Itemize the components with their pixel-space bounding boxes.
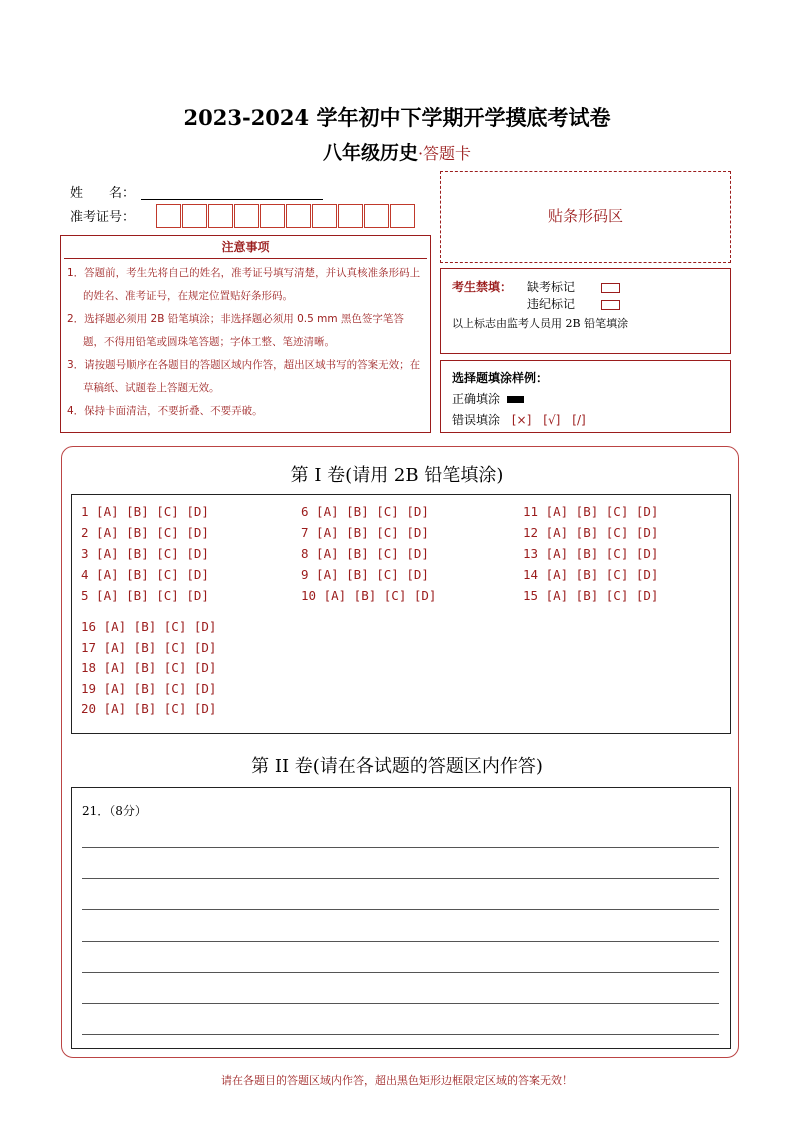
exam-id-label: 准考证号： bbox=[70, 210, 136, 225]
exam-id-digit-box[interactable] bbox=[312, 204, 337, 228]
exam-id-digit-box[interactable] bbox=[208, 204, 233, 228]
absent-mark-row bbox=[527, 278, 620, 295]
choice-question-11[interactable]: 11 [A] [B] [C] [D] bbox=[523, 504, 659, 519]
notice-title: 注意事项 bbox=[64, 236, 427, 259]
notice-panel bbox=[60, 235, 431, 433]
exam-id-boxes[interactable] bbox=[156, 204, 416, 228]
choice-question-12[interactable]: 12 [A] [B] [C] [D] bbox=[523, 525, 659, 540]
part1-title: 第 I 卷(请用 2B 铅笔填涂) bbox=[290, 465, 504, 486]
exam-id-digit-box[interactable] bbox=[364, 204, 389, 228]
notice-item: 4．保持卡面清洁，不要折叠、不要弄破。 bbox=[67, 405, 263, 417]
notice-item: 3．请按题号顺序在各题目的答题区域内作答，超出区域书写的答案无效；在草稿纸、试题卷上答题无效。 bbox=[67, 359, 421, 394]
wrong-sample-label: 错误填涂 bbox=[452, 413, 501, 427]
exam-id-digit-box[interactable] bbox=[234, 204, 259, 228]
exam-id-digit-box[interactable] bbox=[182, 204, 207, 228]
fill-sample-panel bbox=[440, 360, 731, 433]
choice-question-15[interactable]: 15 [A] [B] [C] [D] bbox=[523, 588, 659, 603]
filled-mark-icon bbox=[507, 396, 524, 403]
exam-id-digit-box[interactable] bbox=[260, 204, 285, 228]
correct-sample-row bbox=[452, 390, 524, 407]
choice-question-20[interactable]: 20 [A] [B] [C] [D] bbox=[81, 701, 217, 716]
choice-question-10[interactable]: 10 [A] [B] [C] [D] bbox=[301, 588, 437, 603]
choice-question-19[interactable]: 19 [A] [B] [C] [D] bbox=[81, 680, 217, 696]
choice-question-3[interactable]: 3 [A] [B] [C] [D] bbox=[81, 546, 209, 561]
multiple-choice-box bbox=[71, 494, 731, 734]
choice-question-17[interactable]: 17 [A] [B] [C] [D] bbox=[81, 639, 217, 655]
forbid-note: 以上标志由监考人员用 2B 铅笔填涂 bbox=[452, 317, 629, 330]
choice-question-9[interactable]: 9 [A] [B] [C] [D] bbox=[301, 567, 429, 582]
card-subtitle bbox=[0, 138, 794, 165]
exam-id-digit-box[interactable] bbox=[286, 204, 311, 228]
notice-item: 2．选择题必须用 2B 铅笔填涂；非选择题必须用 0.5 mm 黑色签字笔答题，不得用铅笔或圆珠笔答题；字体工整、笔迹清晰。 bbox=[67, 313, 404, 348]
forbid-label: 考生禁填： bbox=[452, 280, 513, 294]
subject-title: 八年级历史 bbox=[322, 142, 418, 164]
choice-question-18[interactable]: 18 [A] [B] [C] [D] bbox=[81, 660, 217, 675]
exam-id-digit-box[interactable] bbox=[156, 204, 181, 228]
question-21-label: 21．（8分） bbox=[82, 804, 147, 818]
choice-question-5[interactable]: 5 [A] [B] [C] [D] bbox=[81, 588, 209, 603]
choice-question-6[interactable]: 6 [A] [B] [C] [D] bbox=[301, 504, 429, 519]
exam-title: 2023-2024 学年初中下学期开学摸底考试卷 bbox=[183, 105, 611, 130]
choice-question-2[interactable]: 2 [A] [B] [C] [D] bbox=[81, 525, 209, 540]
sample-title: 选择题填涂样例： bbox=[452, 371, 549, 385]
choice-question-4[interactable]: 4 [A] [B] [C] [D] bbox=[81, 567, 209, 582]
violation-mark-row bbox=[527, 295, 620, 312]
footer-warning: 请在各题目的答题区域内作答，超出黑色矩形边框限定区域的答案无效！ bbox=[221, 1074, 573, 1087]
barcode-area: 贴条形码区 bbox=[440, 171, 731, 263]
wrong-sample-marks: [×] [√] [/] bbox=[511, 413, 586, 427]
answer-line bbox=[82, 1034, 719, 1035]
answer-line bbox=[82, 941, 719, 942]
choice-question-14[interactable]: 14 [A] [B] [C] [D] bbox=[523, 567, 659, 582]
choice-question-1[interactable]: 1 [A] [B] [C] [D] bbox=[81, 504, 209, 519]
notice-item: 1．答题前，考生先将自己的姓名，准考证号填写清楚，并认真核准条形码上的姓名、准考证号，在规定位置贴好条形码。 bbox=[67, 267, 421, 302]
answer-line bbox=[82, 847, 719, 848]
choice-question-13[interactable]: 13 [A] [B] [C] [D] bbox=[523, 546, 659, 561]
violation-mark-label: 违纪标记 bbox=[527, 297, 576, 311]
answer-line bbox=[82, 972, 719, 973]
name-field[interactable] bbox=[141, 198, 323, 200]
answer-line bbox=[82, 909, 719, 910]
choice-question-8[interactable]: 8 [A] [B] [C] [D] bbox=[301, 546, 429, 561]
answer-line bbox=[82, 1003, 719, 1004]
part2-title: 第 II 卷(请在各试题的答题区内作答) bbox=[251, 756, 543, 777]
examiner-only-panel bbox=[440, 268, 731, 354]
correct-sample-label: 正确填涂 bbox=[452, 392, 501, 406]
answer-line bbox=[82, 878, 719, 879]
exam-id-digit-box[interactable] bbox=[390, 204, 415, 228]
wrong-sample-row bbox=[452, 411, 586, 428]
absent-mark-box[interactable] bbox=[601, 283, 620, 293]
violation-mark-box[interactable] bbox=[601, 300, 620, 310]
choice-question-16[interactable]: 16 [A] [B] [C] [D] bbox=[81, 619, 217, 634]
choice-question-7[interactable]: 7 [A] [B] [C] [D] bbox=[301, 525, 429, 540]
name-label: 姓 名： bbox=[70, 186, 136, 201]
card-label: ·答题卡 bbox=[417, 144, 472, 163]
notice-list bbox=[61, 259, 430, 423]
answer-box-21[interactable] bbox=[71, 787, 731, 1049]
exam-id-digit-box[interactable] bbox=[338, 204, 363, 228]
absent-mark-label: 缺考标记 bbox=[527, 280, 576, 294]
